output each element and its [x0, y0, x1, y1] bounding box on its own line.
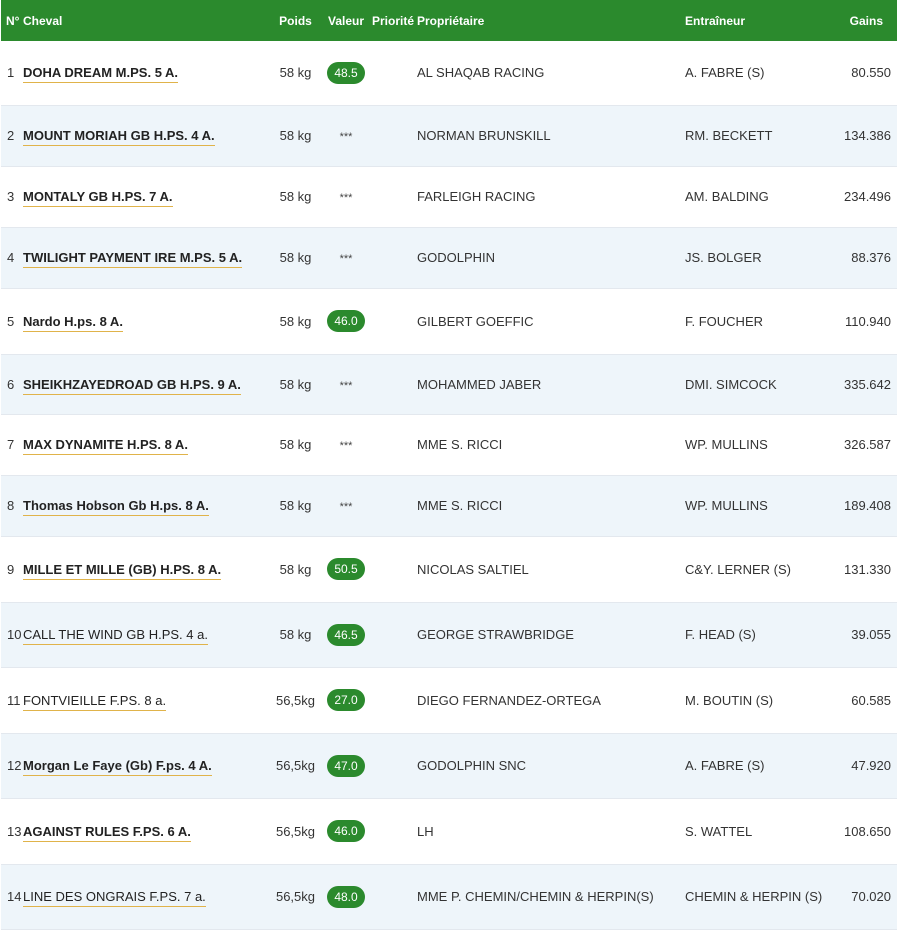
table-row — [1, 798, 897, 864]
table-row — [1, 602, 897, 667]
gains-value: 108.650 — [833, 798, 897, 864]
gains-value: 326.587 — [833, 414, 897, 475]
priority-cell — [369, 864, 417, 929]
valeur-cell — [323, 798, 369, 864]
owner-name: MME P. CHEMIN/CHEMIN & HERPIN(S) — [417, 864, 685, 929]
runner-number: 8 — [1, 475, 23, 536]
table-row — [1, 354, 897, 414]
priority-cell — [369, 733, 417, 798]
gains-value: 70.020 — [833, 864, 897, 929]
horse-cell — [23, 288, 268, 354]
valeur-cell — [323, 227, 369, 288]
trainer-name: DMI. SIMCOCK — [685, 354, 833, 414]
valeur-badge: 50.5 — [327, 558, 365, 580]
valeur-badge: 47.0 — [327, 755, 365, 777]
valeur-cell — [323, 41, 369, 105]
owner-name: LH — [417, 798, 685, 864]
horse-name-link[interactable]: DOHA DREAM M.PS. 5 A. — [23, 65, 178, 83]
horse-cell — [23, 41, 268, 105]
owner-name: MME S. RICCI — [417, 475, 685, 536]
valeur-hidden: *** — [339, 253, 353, 265]
valeur-cell — [323, 733, 369, 798]
priority-cell — [369, 227, 417, 288]
horse-cell — [23, 602, 268, 667]
valeur-cell — [323, 105, 369, 166]
header-entraineur[interactable]: Entraîneur — [685, 13, 746, 28]
horse-cell — [23, 227, 268, 288]
owner-name: FARLEIGH RACING — [417, 166, 685, 227]
valeur-cell — [323, 166, 369, 227]
gains-value: 110.940 — [833, 288, 897, 354]
gains-value: 80.550 — [833, 41, 897, 105]
runner-number: 9 — [1, 536, 23, 602]
valeur-badge: 48.5 — [327, 62, 365, 84]
gains-value: 234.496 — [833, 166, 897, 227]
valeur-hidden: *** — [339, 501, 353, 513]
owner-name: GEORGE STRAWBRIDGE — [417, 602, 685, 667]
horse-name-link[interactable]: CALL THE WIND GB H.PS. 4 a. — [23, 627, 208, 645]
priority-cell — [369, 288, 417, 354]
weight-value: 58 kg — [268, 166, 323, 227]
weight-value: 56,5kg — [268, 798, 323, 864]
runner-number: 12 — [1, 733, 23, 798]
valeur-hidden: *** — [339, 192, 353, 204]
weight-value: 56,5kg — [268, 864, 323, 929]
valeur-badge: 27.0 — [327, 689, 365, 711]
trainer-name: M. BOUTIN (S) — [685, 667, 833, 733]
runner-number: 5 — [1, 288, 23, 354]
horse-name-link[interactable]: Thomas Hobson Gb H.ps. 8 A. — [23, 498, 209, 516]
trainer-name: F. HEAD (S) — [685, 602, 833, 667]
owner-name: NICOLAS SALTIEL — [417, 536, 685, 602]
priority-cell — [369, 105, 417, 166]
valeur-hidden: *** — [339, 379, 353, 392]
trainer-name: A. FABRE (S) — [685, 733, 833, 798]
gains-value: 60.585 — [833, 667, 897, 733]
runner-number: 1 — [1, 41, 23, 105]
horse-cell — [23, 733, 268, 798]
weight-value: 58 kg — [268, 105, 323, 166]
trainer-name: S. WATTEL — [685, 798, 833, 864]
priority-cell — [369, 166, 417, 227]
gains-value: 335.642 — [833, 354, 897, 414]
horse-name-link[interactable]: LINE DES ONGRAIS F.PS. 7 a. — [23, 889, 206, 907]
horse-cell — [23, 536, 268, 602]
runner-number: 10 — [1, 602, 23, 667]
priority-cell — [369, 41, 417, 105]
horse-cell — [23, 166, 268, 227]
table-body — [1, 41, 897, 929]
owner-name: NORMAN BRUNSKILL — [417, 105, 685, 166]
weight-value: 58 kg — [268, 475, 323, 536]
priority-cell — [369, 354, 417, 414]
runners-table — [1, 0, 897, 930]
header-num: N° — [6, 13, 20, 28]
horse-cell — [23, 798, 268, 864]
owner-name: MOHAMMED JABER — [417, 354, 685, 414]
horse-name-link[interactable]: AGAINST RULES F.PS. 6 A. — [23, 824, 191, 842]
runner-number: 6 — [1, 354, 23, 414]
horse-cell — [23, 105, 268, 166]
horse-name-link[interactable]: FONTVIEILLE F.PS. 8 a. — [23, 693, 166, 711]
weight-value: 56,5kg — [268, 667, 323, 733]
valeur-badge: 46.5 — [327, 624, 365, 646]
owner-name: AL SHAQAB RACING — [417, 41, 685, 105]
valeur-cell — [323, 602, 369, 667]
header-gains[interactable]: Gains — [849, 13, 883, 28]
table-row — [1, 288, 897, 354]
horse-name-link[interactable]: MAX DYNAMITE H.PS. 8 A. — [23, 437, 188, 455]
valeur-cell — [323, 414, 369, 475]
weight-value: 58 kg — [268, 536, 323, 602]
horse-cell — [23, 667, 268, 733]
valeur-hidden: *** — [339, 440, 353, 452]
header-proprietaire[interactable]: Propriétaire — [417, 13, 485, 28]
gains-value: 189.408 — [833, 475, 897, 536]
owner-name: MME S. RICCI — [417, 414, 685, 475]
weight-value: 58 kg — [268, 354, 323, 414]
valeur-cell — [323, 288, 369, 354]
horse-cell — [23, 414, 268, 475]
runner-number: 14 — [1, 864, 23, 929]
horse-cell — [23, 475, 268, 536]
horse-name-link[interactable]: SHEIKHZAYEDROAD GB H.PS. 9 A. — [23, 377, 241, 395]
horse-name-link[interactable]: MILLE ET MILLE (GB) H.PS. 8 A. — [23, 562, 221, 580]
valeur-cell — [323, 475, 369, 536]
table-row — [1, 475, 897, 536]
table-row — [1, 667, 897, 733]
runner-number: 3 — [1, 166, 23, 227]
owner-name: GILBERT GOEFFIC — [417, 288, 685, 354]
horse-name-link[interactable]: Nardo H.ps. 8 A. — [23, 314, 123, 332]
runner-number: 4 — [1, 227, 23, 288]
gains-value: 134.386 — [833, 105, 897, 166]
horse-name-link[interactable]: TWILIGHT PAYMENT IRE M.PS. 5 A. — [23, 250, 242, 268]
priority-cell — [369, 536, 417, 602]
priority-cell — [369, 475, 417, 536]
runner-number: 11 — [1, 667, 23, 733]
trainer-name: RM. BECKETT — [685, 105, 833, 166]
table-header-row — [1, 0, 897, 41]
priority-cell — [369, 602, 417, 667]
trainer-name: WP. MULLINS — [685, 475, 833, 536]
trainer-name: C&Y. LERNER (S) — [685, 536, 833, 602]
valeur-cell — [323, 667, 369, 733]
valeur-badge: 48.0 — [327, 886, 365, 908]
trainer-name: A. FABRE (S) — [685, 41, 833, 105]
table-row — [1, 536, 897, 602]
valeur-cell — [323, 536, 369, 602]
weight-value: 58 kg — [268, 602, 323, 667]
horse-name-link[interactable]: MOUNT MORIAH GB H.PS. 4 A. — [23, 128, 215, 146]
horse-name-link[interactable]: MONTALY GB H.PS. 7 A. — [23, 189, 173, 207]
owner-name: DIEGO FERNANDEZ-ORTEGA — [417, 667, 685, 733]
gains-value: 131.330 — [833, 536, 897, 602]
valeur-badge: 46.0 — [327, 820, 365, 842]
weight-value: 58 kg — [268, 288, 323, 354]
runner-number: 13 — [1, 798, 23, 864]
priority-cell — [369, 414, 417, 475]
priority-cell — [369, 798, 417, 864]
header-cheval[interactable]: Cheval — [23, 13, 63, 28]
table-row — [1, 733, 897, 798]
header-valeur[interactable]: Valeur — [327, 13, 365, 28]
valeur-cell — [323, 864, 369, 929]
table-row — [1, 227, 897, 288]
owner-name: GODOLPHIN SNC — [417, 733, 685, 798]
table-row — [1, 41, 897, 105]
priority-cell — [369, 667, 417, 733]
gains-value: 39.055 — [833, 602, 897, 667]
trainer-name: CHEMIN & HERPIN (S) — [685, 864, 833, 929]
horse-cell — [23, 864, 268, 929]
table-row — [1, 166, 897, 227]
table-row — [1, 864, 897, 929]
weight-value: 58 kg — [268, 414, 323, 475]
gains-value: 47.920 — [833, 733, 897, 798]
horse-cell — [23, 354, 268, 414]
trainer-name: WP. MULLINS — [685, 414, 833, 475]
header-priorite[interactable]: Priorité — [371, 13, 414, 28]
runner-number: 2 — [1, 105, 23, 166]
trainer-name: JS. BOLGER — [685, 227, 833, 288]
weight-value: 58 kg — [268, 41, 323, 105]
valeur-hidden: *** — [339, 131, 353, 143]
valeur-badge: 46.0 — [327, 310, 365, 332]
table-row — [1, 105, 897, 166]
weight-value: 56,5kg — [268, 733, 323, 798]
owner-name: GODOLPHIN — [417, 227, 685, 288]
trainer-name: AM. BALDING — [685, 166, 833, 227]
runner-number: 7 — [1, 414, 23, 475]
valeur-cell — [323, 354, 369, 414]
trainer-name: F. FOUCHER — [685, 288, 833, 354]
horse-name-link[interactable]: Morgan Le Faye (Gb) F.ps. 4 A. — [23, 758, 212, 776]
header-poids[interactable]: Poids — [279, 13, 312, 28]
table-row — [1, 414, 897, 475]
gains-value: 88.376 — [833, 227, 897, 288]
weight-value: 58 kg — [268, 227, 323, 288]
